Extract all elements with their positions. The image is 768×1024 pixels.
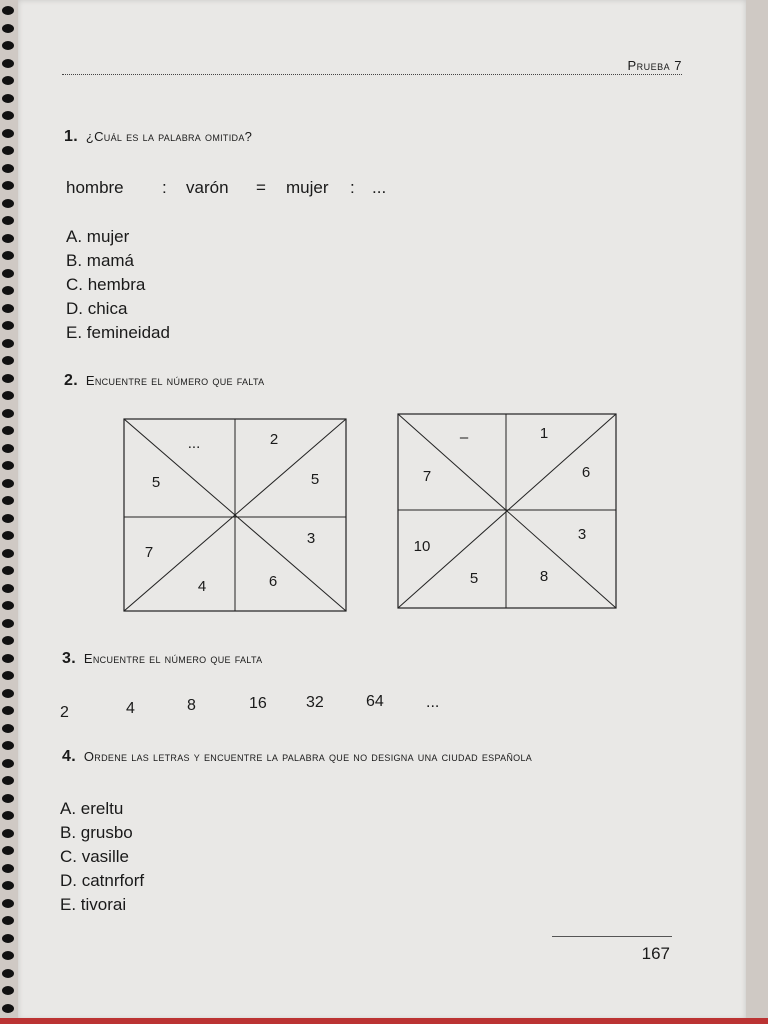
binding-ring xyxy=(2,426,14,435)
question-4-options xyxy=(60,797,144,917)
square-1-cell: 3 xyxy=(306,530,316,547)
spiral-binding xyxy=(0,0,18,1024)
binding-ring xyxy=(2,619,14,628)
binding-ring xyxy=(2,339,14,348)
analogy-separator: : xyxy=(162,178,167,197)
square-2-cell: 5 xyxy=(469,570,479,587)
binding-ring xyxy=(2,584,14,593)
binding-ring xyxy=(2,111,14,120)
square-2-cell: 1 xyxy=(539,425,549,442)
binding-ring xyxy=(2,759,14,768)
square-2-cell: 3 xyxy=(577,526,587,543)
binding-ring xyxy=(2,251,14,260)
binding-ring xyxy=(2,864,14,873)
binding-ring xyxy=(2,1004,14,1013)
square-2-cell: 10 xyxy=(413,538,431,555)
sequence-item: 4 xyxy=(126,700,135,717)
question-2-number: 2. xyxy=(64,372,78,389)
square-1-cell: 4 xyxy=(197,578,207,595)
binding-ring xyxy=(2,741,14,750)
page-number: 167 xyxy=(641,944,670,963)
square-1-cell: 2 xyxy=(269,431,279,448)
binding-ring xyxy=(2,951,14,960)
binding-ring xyxy=(2,671,14,680)
analogy-missing: ... xyxy=(372,178,387,197)
question-2-prompt: Encuentre el número que falta xyxy=(85,373,265,388)
binding-ring xyxy=(2,531,14,540)
option-b[interactable]: B. mamá xyxy=(66,251,135,270)
binding-ring xyxy=(2,776,14,785)
number-square-2 xyxy=(394,410,622,612)
analogy-term: hombre xyxy=(66,178,124,197)
binding-ring xyxy=(2,514,14,523)
question-1-prompt: ¿Cuál es la palabra omitida? xyxy=(85,129,253,144)
option-d[interactable]: D. chica xyxy=(66,299,128,318)
question-1-options xyxy=(66,225,170,345)
option-e[interactable]: E. femineidad xyxy=(66,323,170,342)
binding-ring xyxy=(2,479,14,488)
option-a[interactable]: A. ereltu xyxy=(60,799,124,818)
binding-ring xyxy=(2,286,14,295)
binding-ring xyxy=(2,409,14,418)
option-a[interactable]: A. mujer xyxy=(66,227,130,246)
binding-ring xyxy=(2,794,14,803)
question-4-heading xyxy=(62,748,702,766)
question-4-number: 4. xyxy=(62,748,76,765)
binding-ring xyxy=(2,374,14,383)
square-1-cell: 5 xyxy=(310,471,320,488)
option-b[interactable]: B. grusbo xyxy=(60,823,133,842)
binding-ring xyxy=(2,94,14,103)
square-1-cell: 7 xyxy=(144,544,154,561)
analogy-separator: : xyxy=(350,178,355,197)
binding-ring xyxy=(2,129,14,138)
binding-ring xyxy=(2,461,14,470)
binding-ring xyxy=(2,601,14,610)
question-2-heading xyxy=(64,372,264,390)
analogy-equals: = xyxy=(256,178,266,197)
option-c[interactable]: C. vasille xyxy=(60,847,129,866)
binding-ring xyxy=(2,934,14,943)
binding-ring xyxy=(2,724,14,733)
workbook-page xyxy=(18,0,746,1020)
question-1-heading xyxy=(64,128,252,146)
binding-ring xyxy=(2,811,14,820)
sequence-item: 64 xyxy=(366,693,384,710)
binding-ring xyxy=(2,444,14,453)
square-2-cell: 6 xyxy=(581,464,591,481)
square-1-cell: 5 xyxy=(151,474,161,491)
binding-ring xyxy=(2,164,14,173)
table-edge xyxy=(0,1018,768,1024)
binding-ring xyxy=(2,916,14,925)
binding-ring xyxy=(2,146,14,155)
question-3-number: 3. xyxy=(62,650,76,667)
binding-ring xyxy=(2,706,14,715)
sequence-item: 32 xyxy=(306,694,324,711)
binding-ring xyxy=(2,321,14,330)
binding-ring xyxy=(2,59,14,68)
square-2-cell: 8 xyxy=(539,568,549,585)
square-2-cell: 7 xyxy=(422,468,432,485)
page-header xyxy=(62,56,682,75)
question-3-heading xyxy=(62,650,262,668)
binding-ring xyxy=(2,829,14,838)
binding-ring xyxy=(2,496,14,505)
binding-ring xyxy=(2,76,14,85)
header-title: Prueba 7 xyxy=(627,58,682,73)
analogy-term: mujer xyxy=(286,178,329,197)
question-3-prompt: Encuentre el número que falta xyxy=(83,651,263,666)
sequence-item: 16 xyxy=(249,695,267,712)
binding-ring xyxy=(2,199,14,208)
square-1-cell: 6 xyxy=(268,573,278,590)
question-1-analogy xyxy=(66,178,386,198)
binding-ring xyxy=(2,6,14,15)
question-1-number: 1. xyxy=(64,128,78,145)
question-4-prompt: Ordene las letras y encuentre la palabra que no designa una ciudad española xyxy=(83,749,533,764)
sequence-item: 2 xyxy=(60,704,69,721)
binding-ring xyxy=(2,269,14,278)
binding-ring xyxy=(2,234,14,243)
binding-ring xyxy=(2,304,14,313)
binding-ring xyxy=(2,689,14,698)
square-2-cell: – xyxy=(459,429,469,446)
square-1-cell: ... xyxy=(187,435,201,452)
binding-ring xyxy=(2,41,14,50)
analogy-term: varón xyxy=(186,178,229,197)
binding-ring xyxy=(2,181,14,190)
binding-ring xyxy=(2,636,14,645)
footer-rule xyxy=(552,936,672,937)
binding-ring xyxy=(2,549,14,558)
option-c[interactable]: C. hembra xyxy=(66,275,146,294)
binding-ring xyxy=(2,846,14,855)
binding-ring xyxy=(2,899,14,908)
option-e[interactable]: E. tivorai xyxy=(60,895,127,914)
binding-ring xyxy=(2,654,14,663)
number-square-1 xyxy=(118,416,350,616)
binding-ring xyxy=(2,881,14,890)
binding-ring xyxy=(2,986,14,995)
number-sequence xyxy=(60,694,460,724)
sequence-item: 8 xyxy=(187,697,196,714)
binding-ring xyxy=(2,356,14,365)
option-d[interactable]: D. catnrforf xyxy=(60,871,145,890)
sequence-missing: ... xyxy=(426,694,440,711)
binding-ring xyxy=(2,391,14,400)
binding-ring xyxy=(2,566,14,575)
binding-ring xyxy=(2,24,14,33)
binding-ring xyxy=(2,216,14,225)
binding-ring xyxy=(2,969,14,978)
